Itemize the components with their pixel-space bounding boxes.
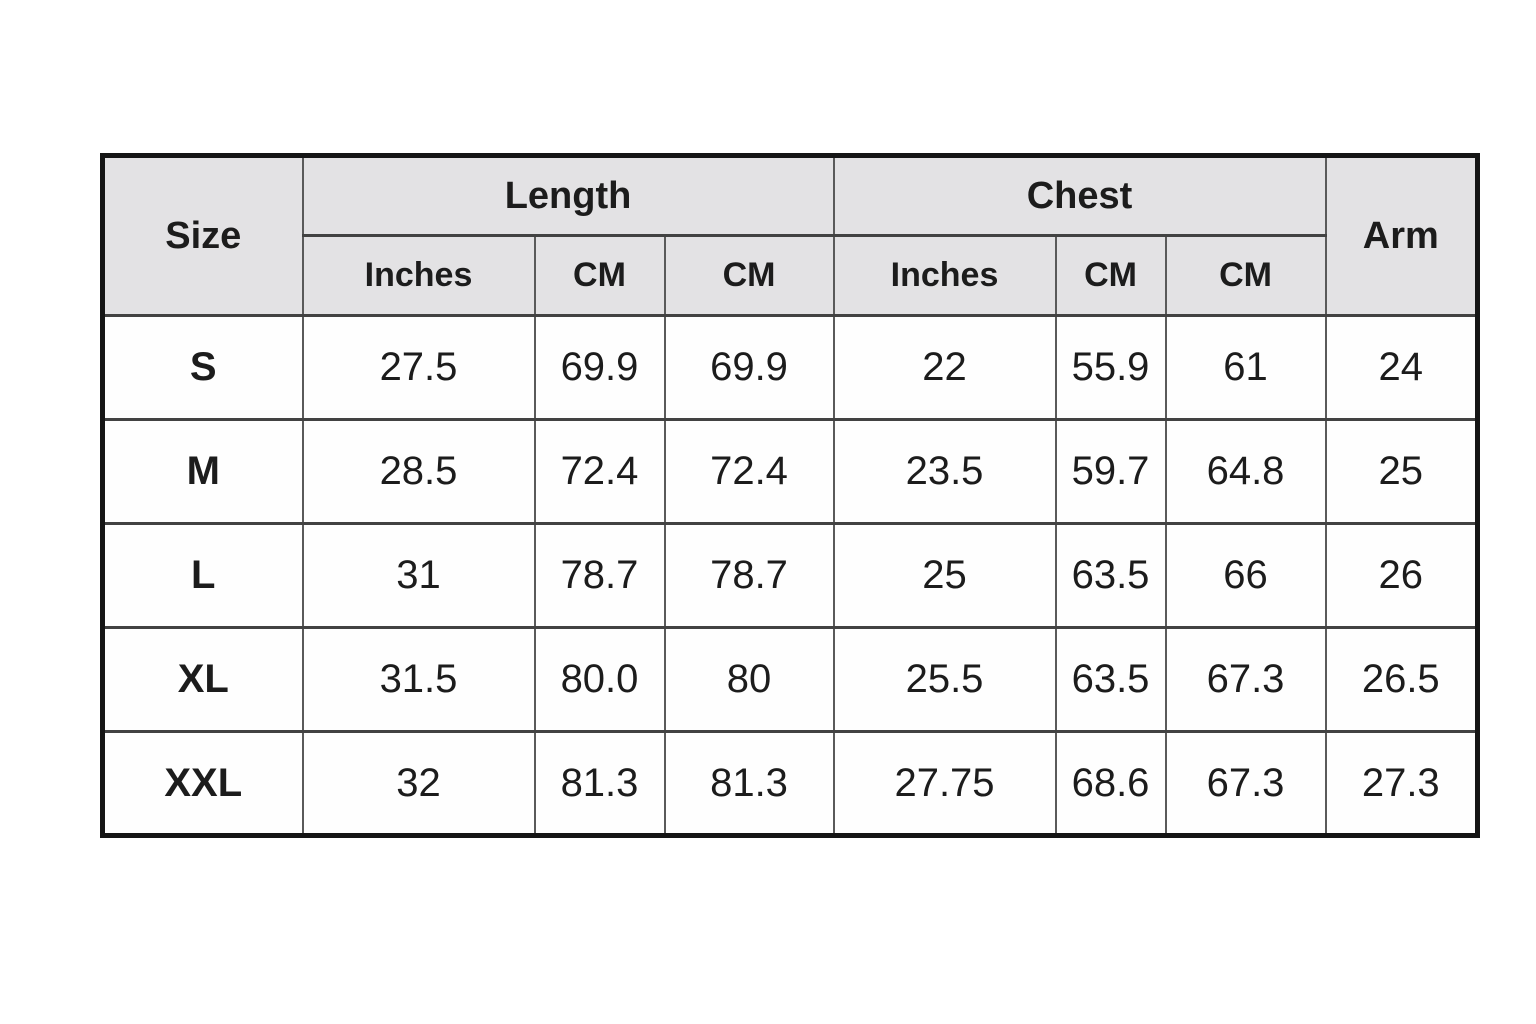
size-chart-table — [100, 153, 1480, 838]
table-row — [103, 628, 1478, 732]
value-cell: 66 — [1166, 524, 1326, 628]
value-cell: 80.0 — [535, 628, 665, 732]
value-cell: 78.7 — [665, 524, 834, 628]
value-cell: 59.7 — [1056, 420, 1166, 524]
table-row — [103, 420, 1478, 524]
value-cell: 78.7 — [535, 524, 665, 628]
header-chest-cm-2: CM — [1166, 236, 1326, 316]
value-cell: 69.9 — [535, 316, 665, 420]
value-cell: 26 — [1326, 524, 1478, 628]
size-label-cell: L — [103, 524, 303, 628]
table-row — [103, 524, 1478, 628]
header-size: Size — [103, 156, 303, 316]
size-label-cell: M — [103, 420, 303, 524]
value-cell: 32 — [303, 732, 535, 836]
value-cell: 81.3 — [535, 732, 665, 836]
value-cell: 25 — [834, 524, 1056, 628]
value-cell: 63.5 — [1056, 524, 1166, 628]
header-group-row — [103, 156, 1478, 236]
value-cell: 23.5 — [834, 420, 1056, 524]
value-cell: 81.3 — [665, 732, 834, 836]
value-cell: 61 — [1166, 316, 1326, 420]
value-cell: 27.3 — [1326, 732, 1478, 836]
table-row — [103, 732, 1478, 836]
table-body — [103, 316, 1478, 836]
value-cell: 67.3 — [1166, 732, 1326, 836]
table-row — [103, 316, 1478, 420]
value-cell: 28.5 — [303, 420, 535, 524]
size-label-cell: XXL — [103, 732, 303, 836]
header-length-cm-1: CM — [535, 236, 665, 316]
value-cell: 26.5 — [1326, 628, 1478, 732]
table-header — [103, 156, 1478, 316]
value-cell: 31 — [303, 524, 535, 628]
header-arm: Arm — [1326, 156, 1478, 316]
value-cell: 67.3 — [1166, 628, 1326, 732]
header-length-cm-2: CM — [665, 236, 834, 316]
size-label-cell: S — [103, 316, 303, 420]
value-cell: 72.4 — [665, 420, 834, 524]
value-cell: 25.5 — [834, 628, 1056, 732]
value-cell: 22 — [834, 316, 1056, 420]
value-cell: 25 — [1326, 420, 1478, 524]
value-cell: 27.5 — [303, 316, 535, 420]
value-cell: 31.5 — [303, 628, 535, 732]
header-chest-group: Chest — [834, 156, 1326, 236]
header-length-inches: Inches — [303, 236, 535, 316]
size-label-cell: XL — [103, 628, 303, 732]
value-cell: 80 — [665, 628, 834, 732]
value-cell: 64.8 — [1166, 420, 1326, 524]
header-chest-cm-1: CM — [1056, 236, 1166, 316]
value-cell: 69.9 — [665, 316, 834, 420]
value-cell: 72.4 — [535, 420, 665, 524]
value-cell: 55.9 — [1056, 316, 1166, 420]
value-cell: 68.6 — [1056, 732, 1166, 836]
header-chest-inches: Inches — [834, 236, 1056, 316]
size-chart-container — [100, 153, 1480, 838]
header-length-group: Length — [303, 156, 834, 236]
value-cell: 24 — [1326, 316, 1478, 420]
header-sub-row — [103, 236, 1478, 316]
value-cell: 27.75 — [834, 732, 1056, 836]
value-cell: 63.5 — [1056, 628, 1166, 732]
